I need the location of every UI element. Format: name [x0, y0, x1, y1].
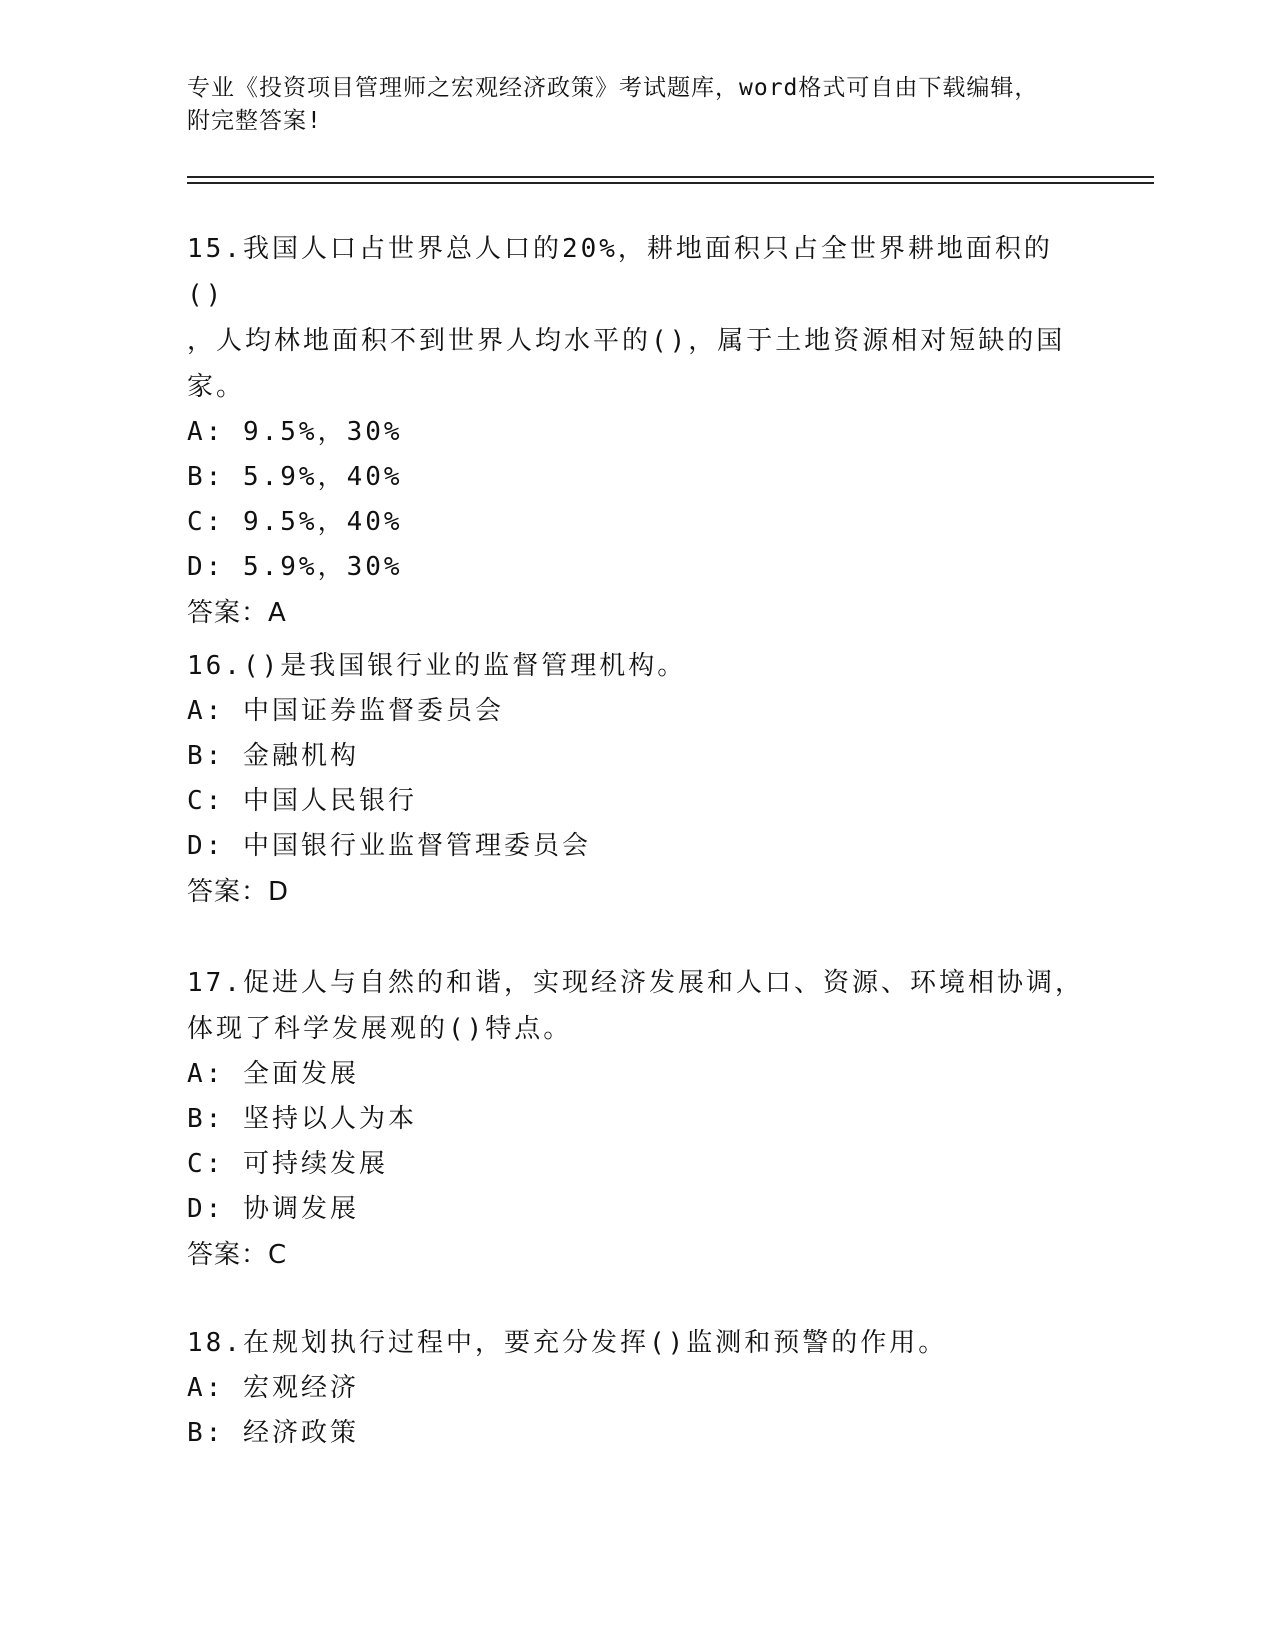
option-d: D: 中国银行业监督管理委员会: [187, 831, 591, 861]
header-line-2: 附完整答案!: [187, 108, 322, 134]
header-line-1: 专业《投资项目管理师之宏观经济政策》考试题库，word格式可自由下载编辑，: [187, 75, 1039, 101]
question-17: [187, 960, 1087, 1278]
answer: 答案：D: [187, 877, 290, 907]
option-a: A: 宏观经济: [187, 1373, 359, 1403]
question-16: [187, 643, 1087, 915]
option-c: C: 中国人民银行: [187, 786, 417, 816]
option-d: D: 协调发展: [187, 1194, 359, 1224]
option-c: C: 9.5%，40%: [187, 507, 403, 537]
question-18: [187, 1320, 1087, 1456]
option-a: A: 中国证券监督委员会: [187, 696, 504, 726]
question-text-line: 15.我国人口占世界总人口的20%，耕地面积只占全世界耕地面积的(): [187, 234, 1053, 310]
option-b: B: 金融机构: [187, 741, 359, 771]
question-text-line: ，人均林地面积不到世界人均水平的()，属于土地资源相对短缺的国: [187, 326, 1066, 356]
question-text-line: 17.促进人与自然的和谐，实现经济发展和人口、资源、环境相协调，: [187, 968, 1084, 998]
question-text-line: 18.在规划执行过程中，要充分发挥()监测和预警的作用。: [187, 1328, 948, 1358]
document-header: [187, 72, 1087, 138]
answer: 答案：A: [187, 598, 287, 628]
option-b: B: 经济政策: [187, 1418, 359, 1448]
question-text-line: 体现了科学发展观的()特点。: [187, 1014, 573, 1044]
option-a: A: 9.5%，30%: [187, 417, 403, 447]
option-b: B: 5.9%，40%: [187, 462, 403, 492]
option-c: C: 可持续发展: [187, 1149, 388, 1179]
question-text-line: 家。: [187, 372, 246, 402]
question-15: [187, 226, 1087, 636]
header-divider-top: [187, 176, 1154, 178]
option-a: A: 全面发展: [187, 1059, 359, 1089]
option-d: D: 5.9%，30%: [187, 552, 403, 582]
option-b: B: 坚持以人为本: [187, 1104, 417, 1134]
answer: 答案：C: [187, 1240, 288, 1270]
question-text-line: 16.()是我国银行业的监督管理机构。: [187, 651, 687, 681]
header-divider-bottom: [187, 182, 1154, 184]
